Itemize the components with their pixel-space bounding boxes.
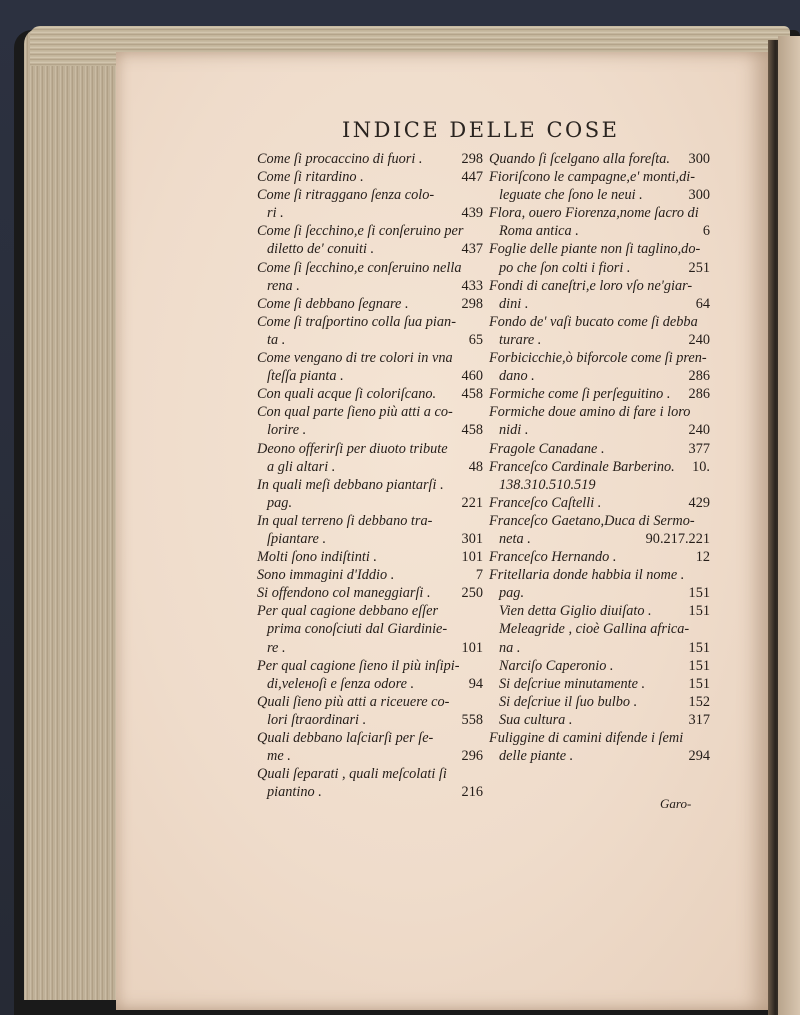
index-entry	[257, 403, 487, 421]
index-entry-text: Forbicicchie,ò biforcole come ſi pren-	[489, 350, 707, 367]
index-entry-page: 48	[468, 458, 483, 475]
index-entry	[257, 765, 487, 783]
index-entry	[257, 530, 487, 548]
index-entry	[489, 150, 714, 168]
index-entry	[489, 313, 714, 331]
index-entry	[489, 458, 714, 476]
index-entry-text: Come vengano di tre colori in vna	[257, 350, 453, 367]
index-entry-page: 221	[461, 494, 483, 511]
index-entry	[257, 566, 487, 584]
index-entry	[257, 440, 487, 458]
index-entry-text: Fondo de' vaſi bucato come ſi debba	[489, 313, 698, 330]
index-entry-text: rena .	[267, 277, 300, 294]
index-entry	[489, 385, 714, 403]
index-entry-text: Fuliggine di camini difende i ſemi	[489, 730, 684, 746]
index-entry-page: 151	[688, 603, 710, 620]
index-entry	[489, 240, 714, 258]
index-entry-page: 6	[702, 223, 710, 240]
index-entry-page: 101	[461, 549, 483, 566]
facing-page	[778, 36, 800, 1015]
index-entry-page: 12	[695, 549, 710, 566]
index-entry-text: diletto de' conuiti .	[267, 241, 375, 258]
index-entry-text: Si deſcriue il ſuo bulbo .	[499, 693, 638, 710]
index-entry	[489, 222, 714, 240]
index-entry-page: 458	[461, 386, 483, 403]
index-entry-page: 429	[688, 494, 710, 511]
index-entry-text: Formiche come ſi perſeguitino .	[489, 386, 671, 403]
index-entry-page: 286	[688, 386, 710, 403]
index-entry-text: Quando ſi ſcelgano alla foreſta.	[489, 151, 670, 167]
index-entry	[489, 349, 714, 367]
index-entry	[257, 150, 487, 168]
index-entry-page: 460	[461, 368, 483, 385]
index-entry	[489, 747, 714, 765]
index-entry-page: 286	[688, 368, 710, 385]
index-entry-text: Si deſcriue minutamente .	[499, 675, 646, 692]
index-entry-text: Quali ſeparati , quali meſcolati ſi	[257, 766, 447, 783]
index-entry-text: piantino .	[267, 784, 322, 801]
index-entry	[257, 331, 487, 349]
index-entry	[489, 421, 714, 439]
index-entry-text: Come ſi traſportino colla ſua pian-	[257, 313, 456, 330]
index-entry	[257, 747, 487, 765]
index-entry	[257, 639, 487, 657]
index-entry	[489, 711, 714, 729]
index-entry-text: dano .	[499, 368, 535, 385]
index-entry-page: 250	[461, 585, 483, 602]
index-entry-text: lori ſtraordinari .	[267, 711, 367, 728]
index-entry	[489, 512, 714, 530]
index-entry	[257, 494, 487, 512]
index-entry-text: Franceſco Hernando .	[489, 549, 617, 566]
index-entry	[257, 259, 487, 277]
index-entry-text: Come ſi ſecchino,e conſeruino nella	[257, 259, 462, 276]
index-entry-text: Vien detta Giglio diuiſato .	[499, 603, 652, 620]
index-entry	[257, 421, 487, 439]
index-entry	[489, 494, 714, 512]
index-entry-text: Fritellaria donde habbia il nome .	[489, 567, 685, 584]
index-entry	[257, 584, 487, 602]
index-entry-page: 65	[468, 331, 483, 348]
index-entry-text: Franceſco Caſtelli .	[489, 494, 602, 511]
index-entry-text: re .	[267, 639, 286, 656]
index-entry	[257, 476, 487, 494]
index-entry	[489, 584, 714, 602]
index-entry-text: prima conoſciuti dal Giardinie-	[267, 621, 448, 638]
index-entry-text: ri .	[267, 205, 284, 222]
index-entry-page: 64	[695, 295, 710, 312]
index-entry-text: Fondi di caneſtri,e loro vſo ne'giar-	[489, 277, 693, 294]
index-entry	[257, 277, 487, 295]
index-entry	[257, 295, 487, 313]
index-entry-page: 298	[461, 295, 483, 312]
index-entry-page: 298	[461, 151, 483, 167]
index-entry-text: ſteſſa pianta .	[267, 368, 344, 385]
index-entry	[489, 639, 714, 657]
index-entry	[257, 548, 487, 566]
index-entry	[257, 385, 487, 403]
index-entry-text: Si offendono col maneggiarſi .	[257, 585, 431, 602]
index-entry	[489, 295, 714, 313]
index-entry-text: Con quali acque ſi coloriſcano.	[257, 386, 437, 403]
index-entry	[489, 675, 714, 693]
index-entry	[257, 240, 487, 258]
index-entry-text: pag.	[267, 494, 293, 511]
index-entry-text: Come ſi ſecchino,e ſi conſeruino per	[257, 223, 464, 240]
index-entry	[489, 548, 714, 566]
index-entry-text: 138.310.510.519	[499, 476, 596, 493]
index-entry-page: 251	[688, 259, 710, 276]
index-entry	[489, 729, 714, 747]
index-entry-text: Narciſo Caperonio .	[499, 657, 614, 674]
index-entry-text: Franceſco Cardinale Barberino.	[489, 458, 675, 475]
index-entry-text: lorire .	[267, 422, 307, 439]
index-entry	[257, 711, 487, 729]
index-entry-page: 294	[688, 748, 710, 765]
index-entry	[489, 403, 714, 421]
index-entry-page: 151	[688, 639, 710, 656]
index-entry	[489, 602, 714, 620]
index-entry-page: 317	[688, 711, 710, 728]
index-entry-page: 296	[461, 748, 483, 765]
index-column-right	[489, 150, 714, 765]
index-entry	[489, 186, 714, 204]
index-entry	[257, 620, 487, 638]
index-entry	[489, 277, 714, 295]
index-entry-text: a gli altari .	[267, 458, 336, 475]
index-entry	[257, 313, 487, 331]
index-entry	[257, 512, 487, 530]
index-entry-page: 216	[461, 784, 483, 801]
index-entry	[257, 204, 487, 222]
index-entry	[489, 566, 714, 584]
index-entry-page: 300	[688, 151, 710, 167]
index-entry-page: 10.	[692, 458, 710, 475]
index-entry-text: po che ſon colti i fiori .	[499, 259, 631, 276]
index-entry-page: 94	[468, 675, 483, 692]
index-entry	[257, 602, 487, 620]
index-entry-text: Con qual parte ſieno più atti a co-	[257, 404, 453, 421]
index-entry-text: Foglie delle piante non ſi taglino,do-	[489, 241, 701, 258]
index-entry-page: 437	[461, 241, 483, 258]
index-entry-page: 240	[688, 331, 710, 348]
index-entry-text: turare .	[499, 331, 542, 348]
index-entry	[257, 222, 487, 240]
index-entry	[489, 204, 714, 222]
index-entry-text: neta .	[499, 530, 531, 547]
index-entry-page: 377	[688, 440, 710, 457]
index-entry	[257, 693, 487, 711]
index-entry-text: dini .	[499, 295, 529, 312]
index-entry	[257, 729, 487, 747]
index-entry-text: Quali debbano laſciarſi per ſe-	[257, 730, 434, 746]
index-entry-text: Fioriſcono le campagne,e' monti,di-	[489, 169, 695, 186]
index-entry	[257, 367, 487, 385]
index-entry-page: 151	[688, 657, 710, 674]
index-entry-text: Franceſco Gaetano,Duca di Sermo-	[489, 512, 695, 529]
index-entry-text: Come ſi ritraggano ſenza colo-	[257, 187, 435, 204]
index-entry	[489, 620, 714, 638]
index-entry	[257, 675, 487, 693]
index-column-left	[257, 150, 487, 801]
index-entry-text: me .	[267, 748, 291, 765]
index-entry-page: 558	[461, 711, 483, 728]
index-entry-page: 458	[461, 422, 483, 439]
index-entry-page: 152	[688, 693, 710, 710]
index-entry-text: leguate che ſono le neui .	[499, 187, 643, 204]
index-entry-text: In quali meſi debbano piantarſi .	[257, 476, 444, 493]
index-entry-text: pag.	[499, 585, 525, 602]
index-entry-text: Sua cultura .	[499, 711, 573, 728]
index-entry	[489, 657, 714, 675]
page-heading: INDICE DELLE COSE	[342, 118, 620, 142]
index-entry-page: 7	[475, 567, 483, 584]
index-entry	[257, 458, 487, 476]
index-entry-text: Deono offerirſi per diuoto tribute	[257, 440, 448, 457]
index-entry-text: Roma antica .	[499, 223, 579, 240]
index-entry-page: 433	[461, 277, 483, 294]
index-entry-text: Meleagride , cioè Gallina africa-	[499, 621, 690, 638]
index-entry	[257, 783, 487, 801]
index-entry	[489, 168, 714, 186]
index-entry-text: Quali ſieno più atti a riceuere co-	[257, 693, 450, 710]
index-entry-page: 101	[461, 639, 483, 656]
catchword: Garo-	[660, 796, 692, 811]
index-entry-text: nidi .	[499, 422, 529, 439]
index-entry	[257, 657, 487, 675]
index-entry	[489, 693, 714, 711]
index-entry-text: Sono immagini d'Iddio .	[257, 567, 395, 584]
index-entry-text: Molti ſono indiſtinti .	[257, 549, 377, 566]
index-entry-text: delle piante .	[499, 748, 574, 765]
index-entry	[257, 349, 487, 367]
index-entry-page: 90.217.221	[645, 530, 710, 547]
index-entry-text: Per qual cagione debbano eſſer	[257, 603, 439, 620]
index-entry-text: In qual terreno ſi debbano tra-	[257, 512, 433, 529]
index-entry	[257, 186, 487, 204]
index-entry-page: 240	[688, 422, 710, 439]
index-entry-text: Come ſi ritardino .	[257, 169, 364, 186]
index-entry	[489, 367, 714, 385]
index-entry	[489, 476, 714, 494]
index-entry	[489, 440, 714, 458]
index-entry	[489, 259, 714, 277]
index-entry-text: Formiche doue amino di fare i loro	[489, 404, 691, 421]
index-entry-text: ta .	[267, 331, 286, 348]
index-entry-text: di,veleноſi e ſenza odore .	[267, 675, 415, 692]
index-entry-page: 151	[688, 675, 710, 692]
index-entry-page: 300	[688, 187, 710, 204]
index-entry-text: Fragole Canadane .	[489, 440, 605, 457]
index-entry-text: Come ſi procaccino di fuori .	[257, 151, 423, 167]
index-entry	[257, 168, 487, 186]
index-entry-page: 151	[688, 585, 710, 602]
index-entry-page: 301	[461, 530, 483, 547]
index-entry-page: 439	[461, 205, 483, 222]
index-entry-text: ſpiantare .	[267, 530, 327, 547]
index-entry-page: 447	[461, 169, 483, 186]
index-entry	[489, 331, 714, 349]
index-entry-text: Flora, ouero Fiorenza,nome ſacro di	[489, 205, 699, 222]
index-entry-text: na .	[499, 639, 521, 656]
index-entry-text: Per qual cagione ſieno il più inſipi-	[257, 657, 460, 674]
index-entry-text: Come ſi debbano ſegnare .	[257, 295, 409, 312]
index-entry	[489, 530, 714, 548]
